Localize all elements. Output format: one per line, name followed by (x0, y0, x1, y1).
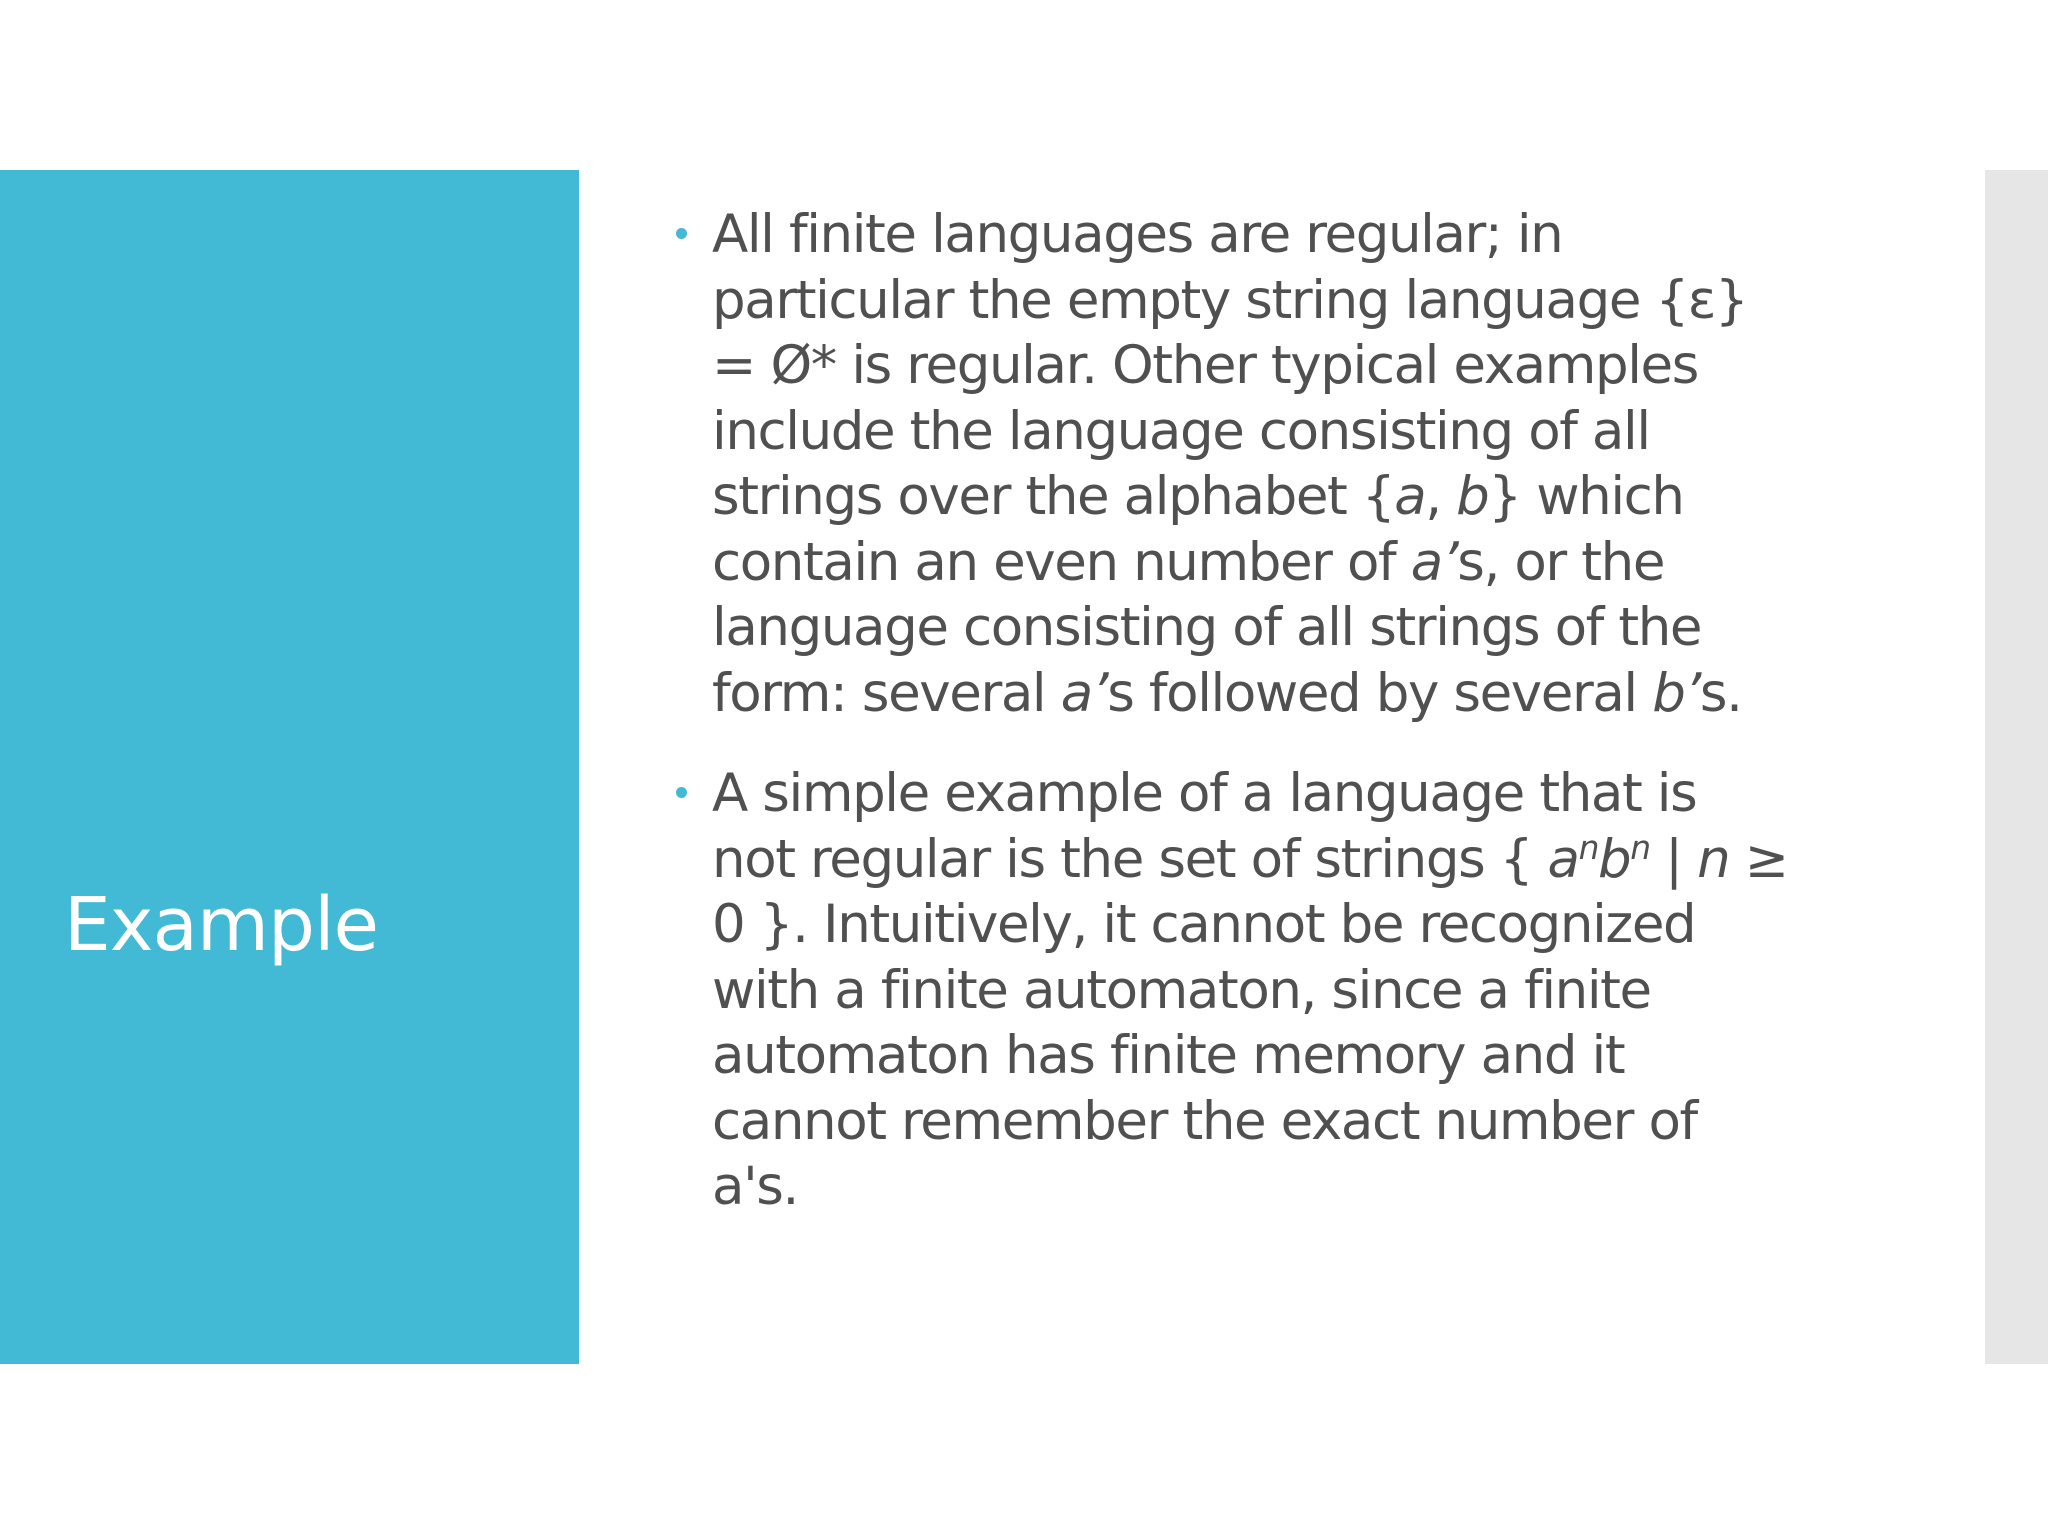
superscript-exponent: n (1578, 827, 1599, 867)
bullet-text-line: contain an even number of a’s, or the (712, 531, 1665, 593)
italic-math-text: a (1547, 828, 1579, 890)
bullet-list (672, 202, 1862, 1220)
bullet-text-line: strings over the alphabet {a, b} which (712, 466, 1684, 527)
title-panel (0, 170, 579, 1364)
bullet-text-line: automaton has finite memory and it (712, 1025, 1625, 1086)
italic-math-text: b (1456, 466, 1489, 527)
bullet-text-line: with a finite automaton, since a finite (712, 959, 1651, 1021)
bullet-text-line: form: several a’s followed by several b’s. (712, 662, 1742, 724)
superscript-exponent: n (1630, 827, 1650, 867)
bullet-text-line: include the language consisting of all (712, 400, 1650, 462)
bullet-text-line: All finite languages are regular; in (712, 204, 1563, 265)
bullet-text-line: = Ø* is regular. Other typical examples (712, 335, 1698, 396)
bullet-dot-icon (676, 787, 687, 798)
bullet-item (672, 761, 1862, 1220)
slide-title: Example (64, 882, 379, 968)
italic-math-text: a’ (1060, 662, 1108, 724)
bullet-text-line: A simple example of a language that is (712, 763, 1697, 824)
italic-math-text: a’ (1410, 531, 1458, 593)
bullet-dot-icon (676, 228, 687, 239)
bullet-item (672, 202, 1862, 726)
bullet-text-line: a's. (712, 1156, 798, 1217)
bullet-text-line: language consisting of all strings of the (712, 597, 1702, 658)
bullet-text-line: particular the empty string language {ε} (712, 269, 1748, 331)
bullet-text-line: cannot remember the exact number of (712, 1090, 1697, 1152)
italic-math-text: n (1697, 828, 1730, 890)
italic-math-text: b (1598, 828, 1631, 890)
bullet-text-line: 0 }. Intuitively, it cannot be recognized (712, 894, 1696, 955)
bullet-text-line: not regular is the set of strings { $a^nb^n$ | n ≥ (712, 827, 1788, 890)
right-edge-strip (1985, 170, 2048, 1364)
italic-math-text: b’ (1652, 662, 1700, 724)
italic-math-text: a (1394, 466, 1426, 527)
